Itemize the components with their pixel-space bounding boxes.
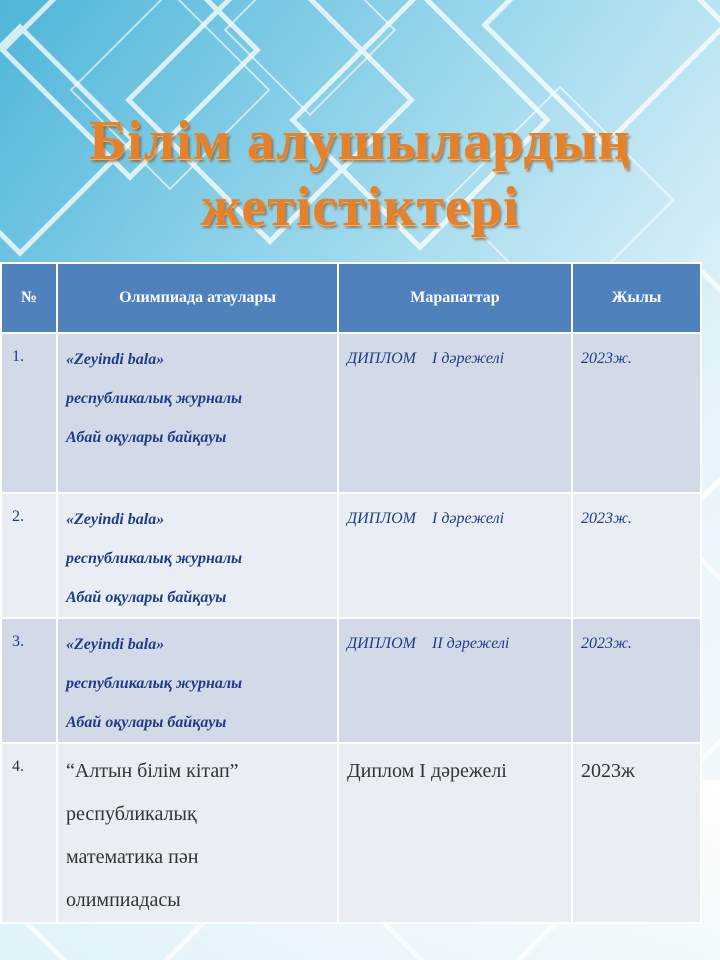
row-award: ДИПЛОМ ІІ дәрежелі — [338, 618, 572, 743]
header-year: Жылы — [572, 263, 701, 333]
table-row — [1, 333, 701, 493]
row-award: ДИПЛОМ І дәрежелі — [338, 493, 572, 618]
olympiad-line: олимпиадасы — [66, 889, 181, 911]
olympiad-line: республикалық — [66, 803, 197, 825]
olympiad-line: Абай оқулары байқауы — [66, 589, 227, 606]
row-award: ДИПЛОМ І дәрежелі — [338, 333, 572, 493]
table-row — [1, 493, 701, 618]
row-number: 2. — [1, 493, 57, 618]
row-olympiad — [57, 618, 338, 743]
row-award: Диплом І дәрежелі — [338, 743, 572, 923]
page-title-line-2: жетістіктері — [200, 176, 520, 238]
row-olympiad — [57, 493, 338, 618]
row-number: 3. — [1, 618, 57, 743]
row-olympiad — [57, 333, 338, 493]
olympiad-line: республикалық журналы — [66, 390, 243, 407]
header-number: № — [1, 263, 57, 333]
page-title-line-1: Білім алушылардың — [89, 110, 631, 172]
olympiad-line: «Zeyindi bala» — [66, 351, 165, 368]
table-header-row — [1, 263, 701, 333]
olympiad-line: республикалық журналы — [66, 550, 243, 567]
row-year: 2023ж. — [572, 493, 701, 618]
header-olympiad: Олимпиада атаулары — [57, 263, 338, 333]
page-title — [0, 108, 720, 240]
header-awards: Марапаттар — [338, 263, 572, 333]
olympiad-line: «Zeyindi bala» — [66, 511, 165, 528]
table-row — [1, 618, 701, 743]
olympiad-line: “Алтын білім кітап” — [66, 760, 239, 782]
row-year: 2023ж. — [572, 333, 701, 493]
olympiad-line: математика пән — [66, 846, 199, 868]
olympiad-line: республикалық журналы — [66, 675, 243, 692]
achievements-table — [0, 262, 702, 924]
row-number: 1. — [1, 333, 57, 493]
row-number: 4. — [1, 743, 57, 923]
row-year: 2023ж — [572, 743, 701, 923]
row-olympiad — [57, 743, 338, 923]
olympiad-line: Абай оқулары байқауы — [66, 714, 227, 731]
table-row — [1, 743, 701, 923]
row-year: 2023ж. — [572, 618, 701, 743]
olympiad-line: «Zeyindi bala» — [66, 636, 165, 653]
olympiad-line: Абай оқулары байқауы — [66, 429, 227, 446]
